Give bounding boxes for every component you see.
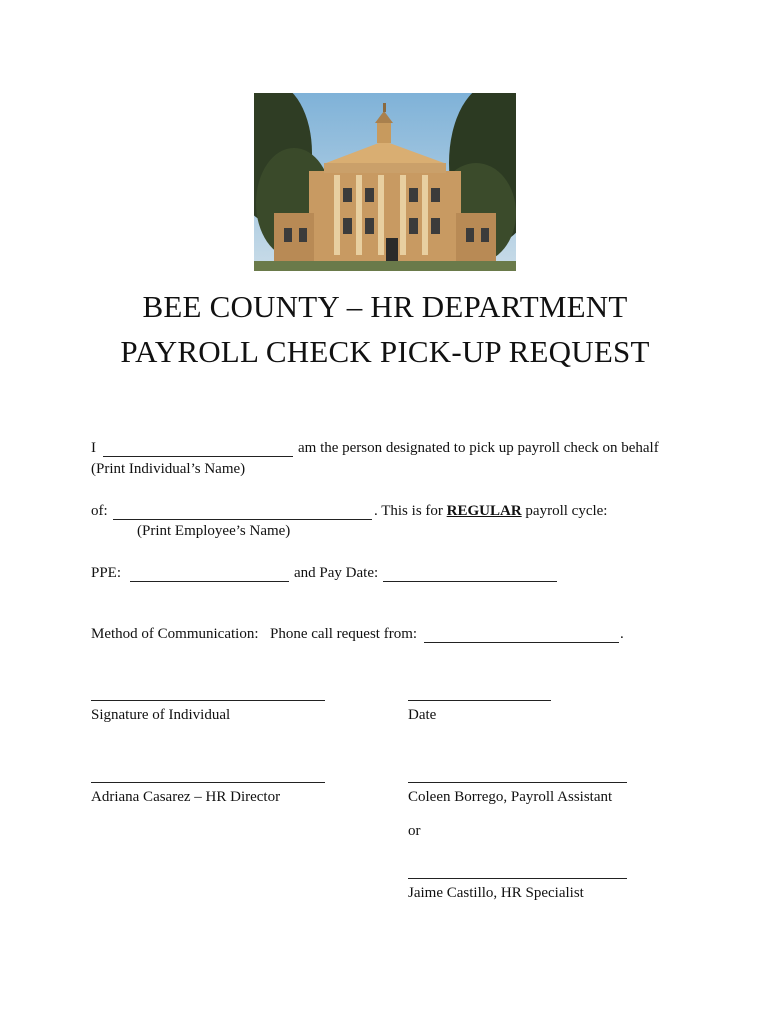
payroll-assistant-label: Coleen Borrego, Payroll Assistant [408,789,613,805]
individual-signature-line[interactable] [91,700,325,701]
employee-name-hint: (Print Employee’s Name) [137,523,291,539]
title-line-1: BEE COUNTY – HR DEPARTMENT [142,289,628,324]
or-label: or [408,823,421,839]
specialist-signature-line[interactable] [408,878,627,879]
individual-name-hint: (Print Individual’s Name) [91,461,246,477]
payroll-assistant-signature-line[interactable] [408,782,627,783]
date-line[interactable] [408,700,551,701]
director-label: Adriana Casarez – HR Director [91,789,281,805]
ppe-field[interactable] [130,581,289,582]
regular-emphasis: REGULAR [446,503,522,519]
paydate-field[interactable] [383,581,557,582]
director-signature-line[interactable] [91,782,325,783]
date-label: Date [408,707,437,723]
individual-signature-label: Signature of Individual [91,707,231,723]
communication-label: Method of Communication: [91,626,259,642]
courthouse-photo [254,93,516,271]
row2-text-pre: . This is for [374,503,443,519]
row4-suffix: . [620,626,624,642]
employee-name-field[interactable] [113,519,372,520]
title-line-2: PAYROLL CHECK PICK-UP REQUEST [120,334,650,369]
phone-request-field[interactable] [424,642,619,643]
row2-text-post: payroll cycle: [525,503,608,519]
row1-prefix: I [91,440,96,456]
row2-prefix: of: [91,503,108,519]
specialist-label: Jaime Castillo, HR Specialist [408,885,584,901]
ppe-label: PPE: [91,565,122,581]
paydate-label: and Pay Date: [294,565,379,581]
row1-text: am the person designated to pick up payroll check on behalf [298,440,659,456]
phone-call-label: Phone call request from: [270,626,418,642]
individual-name-field[interactable] [103,456,293,457]
